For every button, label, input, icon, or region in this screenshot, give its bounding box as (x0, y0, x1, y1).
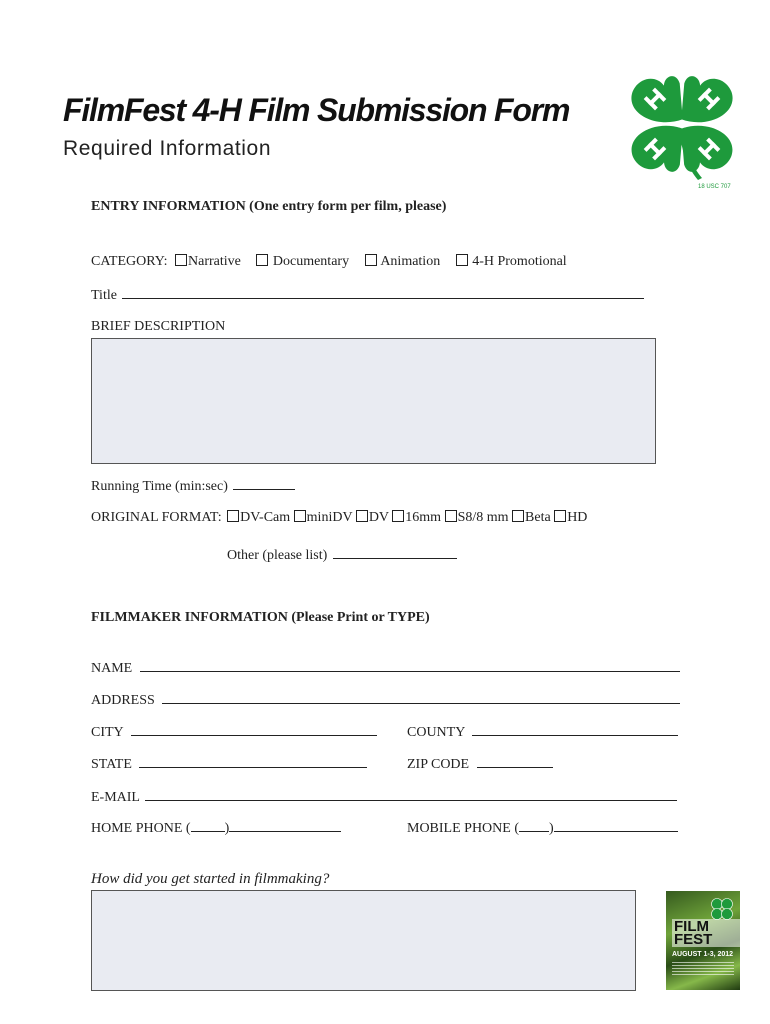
filmmaker-heading: FILMMAKER INFORMATION (Please Print or TYPE) (91, 610, 430, 625)
name-row (91, 659, 680, 678)
description-label: BRIEF DESCRIPTION (91, 319, 226, 334)
format-option-label: S8/8 mm (457, 510, 509, 525)
running-time-label: Running Time (min:sec) (91, 479, 228, 494)
home-phone-row (91, 819, 341, 838)
poster-date: AUGUST 1-3, 2012 (672, 951, 734, 958)
running-time-row (91, 477, 295, 496)
animation-checkbox[interactable] (365, 254, 377, 266)
address-row (91, 691, 680, 710)
city-field[interactable] (131, 723, 377, 736)
county-label: COUNTY (407, 725, 465, 740)
email-field[interactable] (145, 788, 677, 801)
poster-title: FILM FEST (672, 919, 740, 947)
dvcam-checkbox[interactable] (227, 510, 239, 522)
format-option-label: Beta (525, 510, 551, 525)
other-format-label: Other (please list) (227, 548, 328, 563)
format-option-label: HD (567, 510, 588, 525)
logo-caption: 18 USC 707 (698, 184, 731, 190)
zip-row (407, 755, 553, 774)
county-field[interactable] (472, 723, 678, 736)
narrative-checkbox[interactable] (175, 254, 187, 266)
16mm-checkbox[interactable] (392, 510, 404, 522)
home-phone-area-field[interactable] (191, 819, 225, 832)
county-row (407, 723, 678, 742)
filmmaking-answer-field[interactable] (91, 890, 636, 991)
entry-heading: ENTRY INFORMATION (One entry form per film, please) (91, 199, 447, 214)
address-field[interactable] (162, 691, 680, 704)
mobile-phone-field[interactable] (554, 819, 678, 832)
format-option-label: 16mm (405, 510, 442, 525)
format-label: ORIGINAL FORMAT: (91, 510, 222, 525)
category-label: CATEGORY: (91, 254, 168, 269)
state-field[interactable] (139, 755, 367, 768)
format-option-label: DV-Cam (240, 510, 291, 525)
other-format-field[interactable] (333, 546, 457, 559)
format-row (91, 509, 587, 527)
description-field[interactable] (91, 338, 656, 464)
mobile-phone-area-field[interactable] (519, 819, 549, 832)
email-label: E-MAIL (91, 790, 140, 805)
mobile-phone-paren: ) (549, 821, 554, 836)
email-row (91, 788, 677, 807)
zip-field[interactable] (477, 755, 553, 768)
home-phone-paren: ) (224, 821, 230, 836)
category-option-label: Documentary (272, 254, 350, 269)
title-label: Title (91, 288, 117, 303)
city-label: CITY (91, 725, 124, 740)
s8-checkbox[interactable] (445, 510, 457, 522)
name-label: NAME (91, 661, 133, 676)
clover-icon (710, 897, 734, 921)
form-title: FilmFest 4-H Film Submission Form (63, 92, 570, 128)
beta-checkbox[interactable] (512, 510, 524, 522)
state-label: STATE (91, 757, 132, 772)
hd-checkbox[interactable] (554, 510, 566, 522)
zip-label: ZIP CODE (407, 757, 470, 772)
minidv-checkbox[interactable] (294, 510, 306, 522)
promotional-checkbox[interactable] (456, 254, 468, 266)
category-option-label: 4-H Promotional (472, 254, 567, 269)
documentary-checkbox[interactable] (256, 254, 268, 266)
running-time-field[interactable] (233, 477, 295, 490)
category-row (91, 253, 567, 271)
title-field[interactable] (122, 286, 644, 299)
city-row (91, 723, 377, 742)
form-subtitle: Required Information (63, 137, 272, 160)
format-option-label: miniDV (306, 510, 353, 525)
state-row (91, 755, 367, 774)
home-phone-label: HOME PHONE ( (91, 821, 191, 836)
home-phone-field[interactable] (229, 819, 341, 832)
category-option-label: Narrative (188, 254, 241, 269)
address-label: ADDRESS (91, 693, 155, 708)
category-option-label: Animation (380, 254, 441, 269)
filmmaking-question: How did you get started in filmmaking? (91, 871, 330, 887)
dv-checkbox[interactable] (356, 510, 368, 522)
poster-fine-print (672, 961, 734, 975)
mobile-phone-row (407, 819, 678, 838)
filmfest-poster-image (666, 891, 740, 990)
clover-icon (622, 66, 742, 196)
name-field[interactable] (140, 659, 680, 672)
mobile-phone-label: MOBILE PHONE ( (407, 821, 519, 836)
four-h-clover-logo (622, 66, 742, 196)
other-format-row (227, 546, 457, 565)
format-option-label: DV (368, 510, 389, 525)
title-row (91, 286, 644, 305)
